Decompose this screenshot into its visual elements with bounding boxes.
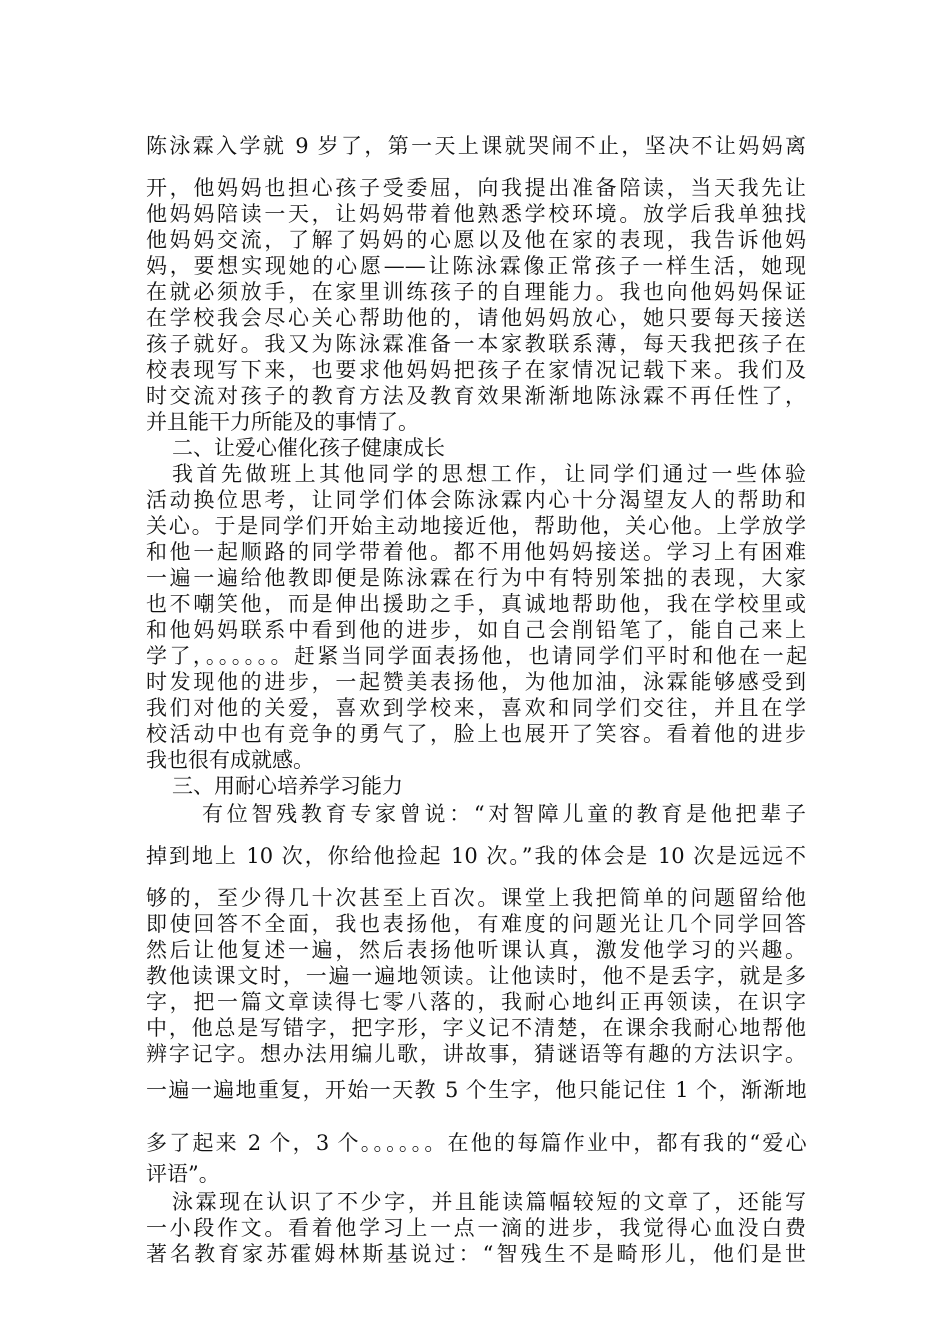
paragraph-line: 他妈妈交流，了解了妈妈的心愿以及他在家的表现，我告诉他妈 [146,228,806,252]
paragraph-line: 泳霖现在认识了不少字，并且能读篇幅较短的文章了，还能写 [172,1190,806,1214]
paragraph-line: 开，他妈妈也担心孩子受委屈，向我提出准备陪读，当天我先让 [146,176,806,200]
section-heading-2: 二、让爱心催化孩子健康成长 [172,436,445,460]
paragraph-line: 和他一起顺路的同学带着他。都不用他妈妈接送。学习上有困难 [146,540,806,564]
paragraph-line: 掉到地上 10 次，你给他捡起 10 次。”我的体会是 10 次是远远不 [146,844,806,868]
paragraph-line: 然后让他复述一遍，然后表扬他听课认真，激发他学习的兴趣。 [146,938,806,962]
paragraph-line: 陈泳霖入学就 9 岁了，第一天上课就哭闹不止，坚决不让妈妈离 [146,134,806,158]
paragraph-line: 辨字记字。想办法用编儿歌，讲故事，猜谜语等有趣的方法识字。 [146,1042,806,1066]
paragraph-line: 关心。于是同学们开始主动地接近他，帮助他，关心他。上学放学 [146,514,806,538]
paragraph-line: 中，他总是写错字，把字形，字义记不清楚，在课余我耐心地帮他 [146,1016,806,1040]
paragraph-line: 多了起来 2 个，3 个。。。。。。在他的每篇作业中，都有我的“爱心 [146,1131,806,1155]
paragraph-line: 够的，至少得几十次甚至上百次。课堂上我把简单的问题留给他 [146,886,806,910]
paragraph-line: 也不嘲笑他，而是伸出援助之手，真诚地帮助他，我在学校里或 [146,592,806,616]
paragraph-line: 时发现他的进步，一起赞美表扬他，为他加油，泳霖能够感受到 [146,670,806,694]
paragraph-line: 校活动中也有竞争的勇气了，脸上也展开了笑容。看着他的进步 [146,722,806,746]
paragraph-line: 一遍一遍给他教即便是陈泳霖在行为中有特别笨拙的表现，大家 [146,566,806,590]
paragraph-line: 一遍一遍地重复，开始一天教 5 个生字，他只能记住 1 个，渐渐地 [146,1078,806,1102]
paragraph-line: 一小段作文。看着他学习上一点一滴的进步，我觉得心血没白费 [146,1216,806,1240]
paragraph-line: 妈，要想实现她的心愿——让陈泳霖像正常孩子一样生活，她现 [146,254,806,278]
paragraph-line: 我首先做班上其他同学的思想工作，让同学们通过一些体验 [172,462,806,486]
paragraph-line: 评语”。 [146,1162,220,1186]
paragraph-line: 他妈妈陪读一天，让妈妈带着他熟悉学校环境。放学后我单独找 [146,202,806,226]
paragraph-line: 孩子就好。我又为陈泳霖准备一本家教联系薄，每天我把孩子在 [146,332,806,356]
paragraph-line: 学了，。。。。。。赶紧当同学面表扬他，也请同学们平时和他在一起 [146,644,806,668]
paragraph-line: 我也很有成就感。 [146,748,314,772]
paragraph-line: 活动换位思考，让同学们体会陈泳霖内心十分渴望友人的帮助和 [146,488,806,512]
paragraph-line: 有位智残教育专家曾说：“对智障儿童的教育是他把辈子 [202,802,806,826]
paragraph-line: 著名教育家苏霍姆林斯基说过：“智残生不是畸形儿，他们是世 [146,1242,806,1266]
paragraph-line: 教他读课文时，一遍一遍地领读。让他读时，他不是丢字，就是多 [146,964,806,988]
section-heading-3: 三、用耐心培养学习能力 [172,774,403,798]
paragraph-line: 校表现写下来，也要求他妈妈把孩子在家情况记载下来。我们及 [146,358,806,382]
paragraph-line: 时交流对孩子的教育方法及教育效果渐渐地陈泳霖不再任性了， [146,384,806,408]
paragraph-line: 字，把一篇文章读得七零八落的，我耐心地纠正再领读，在识字 [146,990,806,1014]
paragraph-line: 在学校我会尽心关心帮助他的，请他妈妈放心，她只要每天接送 [146,306,806,330]
paragraph-line: 并且能干力所能及的事情了。 [146,410,419,434]
paragraph-line: 在就必须放手，在家里训练孩子的自理能力。我也向他妈妈保证 [146,280,806,304]
paragraph-line: 我们对他的关爱，喜欢到学校来，喜欢和同学们交往，并且在学 [146,696,806,720]
paragraph-line: 即使回答不全面，我也表扬他，有难度的问题光让几个同学回答 [146,912,806,936]
paragraph-line: 和他妈妈联系中看到他的进步，如自己会削铅笔了，能自己来上 [146,618,806,642]
